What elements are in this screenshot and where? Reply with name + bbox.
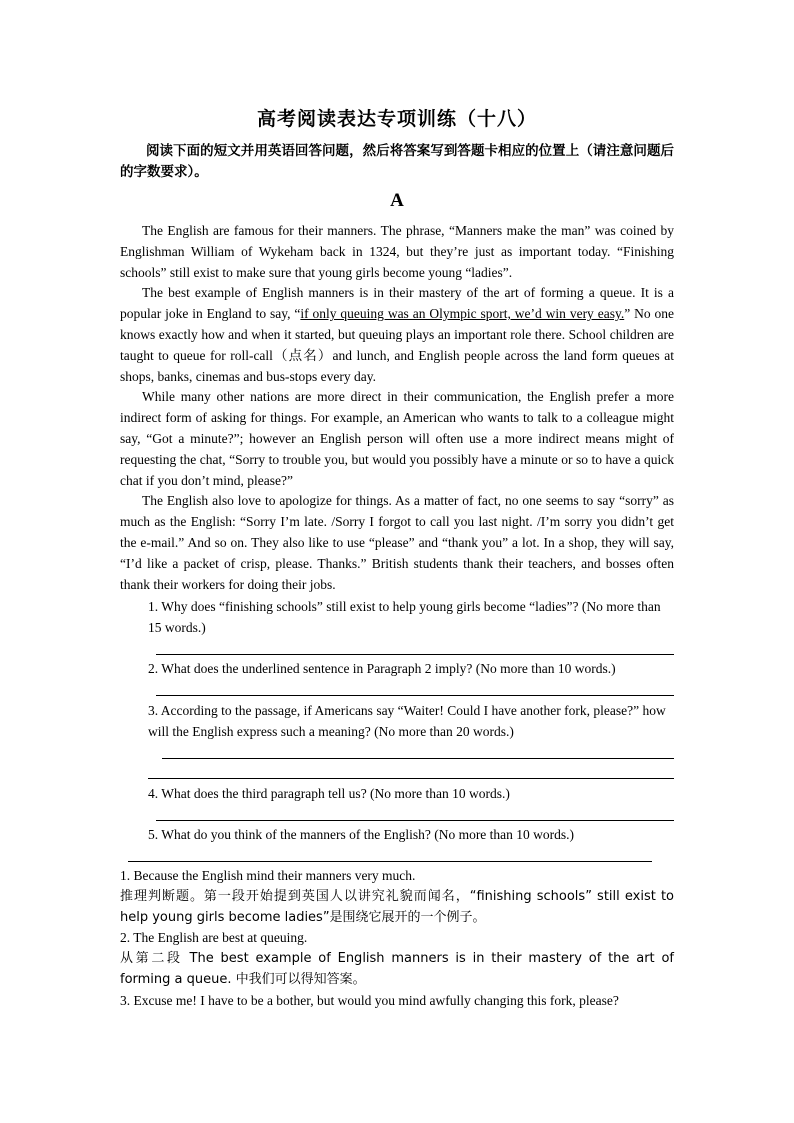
question-1: 1. Why does “finishing schools” still exist to help young girls become “ladies”? (No more than 15 words.) [148, 599, 661, 635]
answer-1: 1. Because the English mind their manners very much. [120, 868, 416, 883]
underlined-sentence: if only queuing was an Olympic sport, we’d win very easy. [300, 306, 625, 322]
paragraph-2 [120, 283, 674, 387]
page-title: 高考阅读表达专项训练（十八） [256, 109, 537, 130]
answer-line-3b[interactable] [148, 778, 674, 779]
paragraph-3: While many other nations are more direct in their communication, the English prefer a more indirect form of asking for things. For example, an American who wants to talk to a colleague might say, “Got a minute?”; however an English person will often use a more indirect means might of requesting the chat, “Sorry to trouble you, but would you possibly have a minute or so to have a quick chat if you don’t mind, please?” [120, 389, 674, 488]
answer-2-explanation: 从第二段 The best example of English manners is in their mastery of the art of forming a queue. 中我们可以得知答案。 [120, 951, 674, 987]
question-3: 3. According to the passage, if Americans say “Waiter! Could I have another fork, please?” how will the English express such a meaning? (No more than 20 words.) [148, 703, 666, 739]
paragraph-4: The English also love to apologize for things. As a matter of fact, no one seems to say “sorry” as much as the English: “Sorry I’m late. /Sorry I forgot to call you last night. /I’m sorry you didn’t get the e-mail.” And so on. They also like to use “please” and “thank you” a lot. In a shop, they will say, “I’d like a packet of crisp, please. Thanks.” British students thank their teachers, and bosses often thank their workers for doing their jobs. [120, 493, 674, 592]
paragraph-2-text-b: ” No one knows exactly how and when it started, but queuing plays an important role there. School children are taught to queue for roll-call（点名）and lunch, and English people across the land form queues at shops, banks, cinemas and bus-stops every day. [120, 306, 674, 384]
answer-line-2[interactable] [156, 695, 674, 696]
paragraph-1: The English are famous for their manners. The phrase, “Manners make the man” was coined by Englishman William of Wykeham back in 1324, but they’re just as important today. “Finishing schools” still exist to make sure that young girls become young “ladies”. [120, 223, 674, 280]
answer-line-5[interactable] [128, 861, 652, 862]
reading-passage [120, 221, 674, 595]
paragraph-2-text-a: The best example of English manners is in their mastery of the art of forming a queue. It is a popular joke in England to say, “ [120, 285, 674, 322]
answer-3: 3. Excuse me! I have to be a bother, but would you mind awfully changing this fork, please? [120, 992, 619, 1008]
answer-line-3a[interactable] [162, 758, 674, 759]
answer-line-1[interactable] [156, 654, 674, 655]
answer-1-explanation: 推理判断题。第一段开始提到英国人以讲究礼貌而闻名，“finishing schools” still exist to help young girls become ladies”是围绕它展开的一个例子。 [120, 888, 674, 925]
question-4: 4. What does the third paragraph tell us? (No more than 10 words.) [148, 786, 510, 801]
section-heading: A [390, 190, 404, 211]
answer-key [120, 866, 674, 1012]
question-5: 5. What do you think of the manners of the English? (No more than 10 words.) [148, 827, 575, 842]
answer-line-4[interactable] [156, 820, 674, 821]
instructions: 阅读下面的短文并用英语回答问题，然后将答案写到答题卡相应的位置上（请注意问题后的字数要求）。 [120, 143, 674, 179]
answer-2: 2. The English are best at queuing. [120, 930, 308, 946]
question-2: 2. What does the underlined sentence in Paragraph 2 imply? (No more than 10 words.) [148, 661, 616, 676]
